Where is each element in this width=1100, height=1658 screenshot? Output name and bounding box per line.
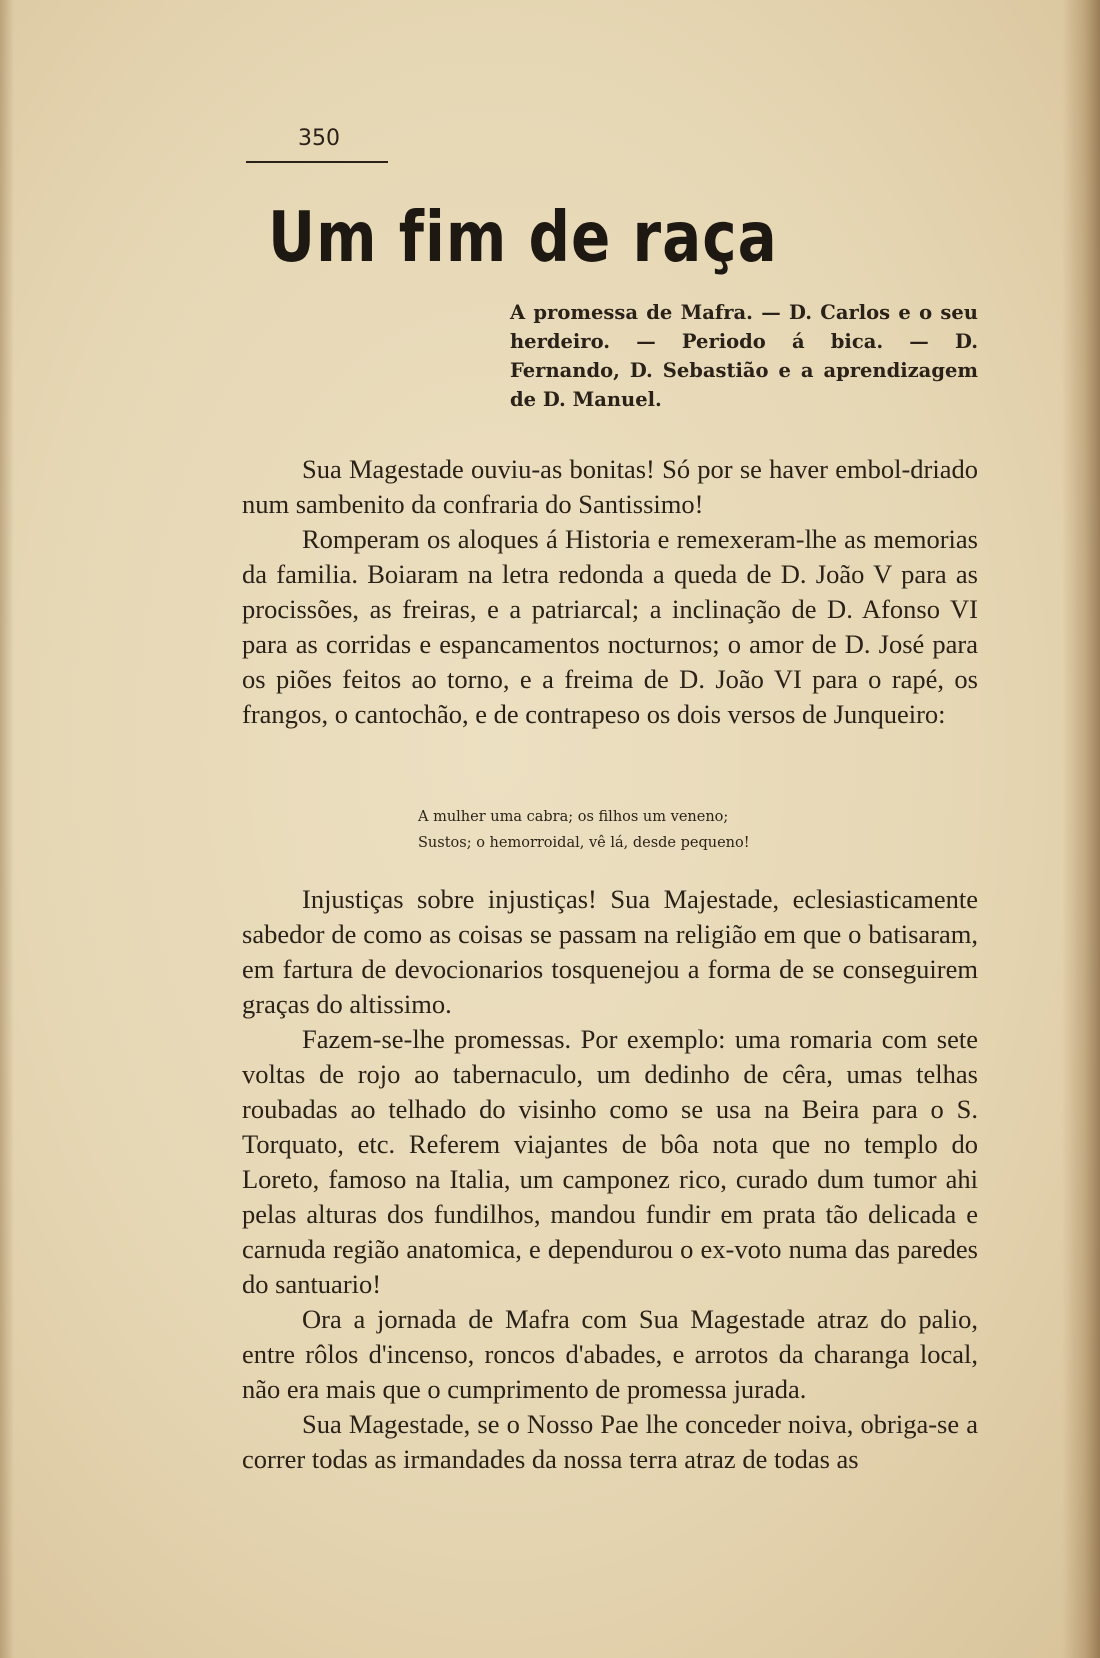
verse-line: A mulher uma cabra; os filhos um veneno; [418, 809, 729, 825]
body-text-top [242, 452, 978, 732]
page-edge-left [0, 0, 14, 1658]
verse-line: Sustos; o hemorroidal, vê lá, desde pequeno! [418, 835, 750, 851]
header-rule [246, 161, 388, 163]
verse-quote [418, 804, 750, 856]
page-number: 350 [298, 126, 340, 151]
body-text-bottom [242, 882, 978, 1477]
page-edge-right [1062, 0, 1100, 1658]
chapter-title: Um fim de raça [268, 196, 778, 278]
paragraph: Sua Magestade ouviu-as bonitas! Só por se haver embol-driado num sambenito da confraria do Santissimo! [242, 454, 978, 519]
paragraph: Fazem-se-lhe promessas. Por exemplo: uma romaria com sete voltas de rojo ao tabernaculo, um dedinho de cêra, umas telhas roubadas ao telhado do visinho como se usa na Beira para o S. Torquato, etc. Referem viajantes de bôa nota que no templo do Loreto, famoso na Italia, um camponez rico, curado dum tumor ahi pelas alturas dos fundilhos, mandou fundir em prata tão delicada e carnuda região anatomica, e dependurou o ex-voto numa das paredes do santuario! [242, 1024, 978, 1299]
chapter-summary: A promessa de Mafra. — D. Carlos e o seu herdeiro. — Periodo á bica. — D. Fernando, D. Sebastião e a aprendizagem de D. Manuel. [510, 301, 978, 411]
paragraph: Romperam os aloques á Historia e remexeram-lhe as memorias da familia. Boiaram na letra redonda a queda de D. João V para as procissões, as freiras, e a patriarcal; a inclinação de D. Afonso VI para as corridas e espancamentos nocturnos; o amor de D. José para os piões feitos ao torno, e a freima de D. João VI para o rapé, os frangos, o cantochão, e de contrapeso os dois versos de Junqueiro: [242, 524, 978, 729]
paragraph: Injustiças sobre injustiças! Sua Majestade, eclesiasticamente sabedor de como as coisas se passam na religião em que o batisaram, em fartura de devocionarios tosquenejou a forma de se conseguirem graças do altissimo. [242, 884, 978, 1019]
paragraph: Sua Magestade, se o Nosso Pae lhe conceder noiva, obriga-se a correr todas as irmandades da nossa terra atraz de todas as [242, 1409, 978, 1474]
paragraph: Ora a jornada de Mafra com Sua Magestade atraz do palio, entre rôlos d'incenso, roncos d'abades, e arrotos da charanga local, não era mais que o cumprimento de promessa jurada. [242, 1304, 978, 1404]
